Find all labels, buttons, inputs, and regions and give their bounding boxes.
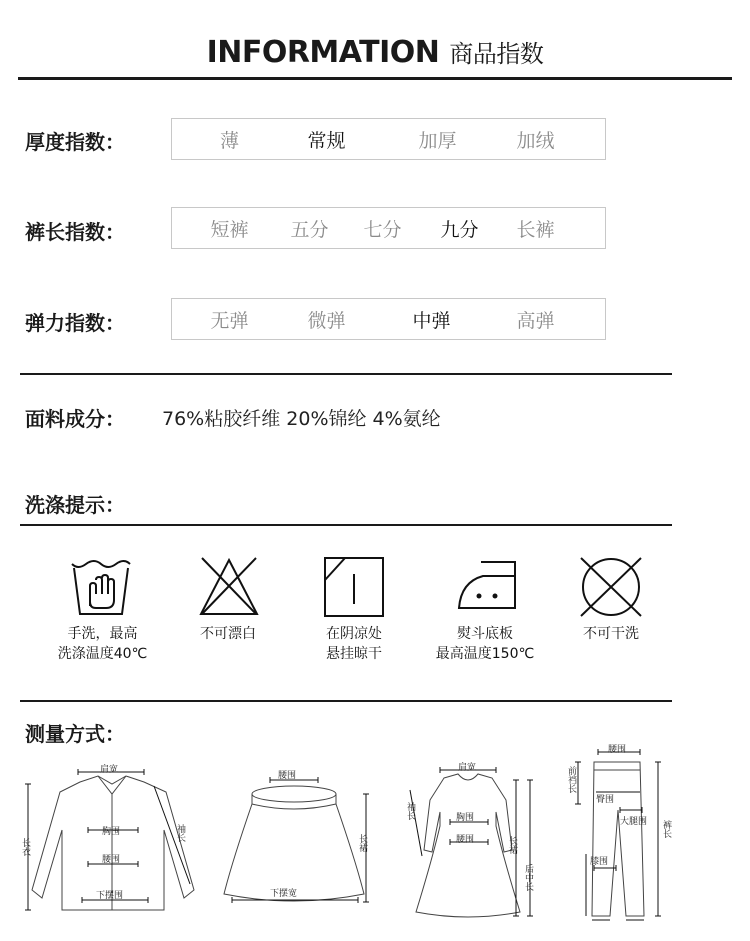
section-divider: [20, 373, 672, 375]
pants-front-rise-label: 前裆长: [566, 766, 576, 793]
thickness-option-selected: 常规: [307, 129, 346, 152]
iron-text: 熨斗底板 最高温度150℃: [435, 626, 535, 662]
section-divider: [20, 524, 672, 526]
shirt-measure-diagram: [18, 760, 208, 920]
elasticity-option: 高弹: [516, 309, 555, 332]
length-option-selected: 九分: [440, 218, 479, 241]
page-title: [0, 34, 750, 70]
shirt-hem-label: 下摆围: [96, 891, 124, 901]
shirt-chest-label: 胸围: [102, 827, 121, 837]
pants-measure-diagram: [560, 740, 670, 930]
washing-label: 洗涤提示：: [25, 493, 125, 517]
elasticity-option-selected: 中弹: [412, 309, 451, 332]
dress-measure-diagram: [400, 760, 540, 925]
skirt-length-label: 长裙: [357, 834, 367, 852]
length-index-box: [171, 207, 606, 249]
pants-knee-label: 膝围: [590, 857, 609, 867]
shirt-shoulder-label: 肩宽: [100, 765, 119, 775]
thickness-option: 加绒: [516, 129, 555, 152]
elasticity-index-box: [171, 298, 606, 340]
thickness-index-box: [171, 118, 606, 160]
elasticity-option: 无弹: [210, 309, 249, 332]
elasticity-label: 弹力指数：: [25, 311, 125, 335]
dress-back-length-label: 后中长: [523, 864, 533, 891]
pants-waist-label: 腰围: [608, 745, 627, 755]
skirt-hem-label: 下摆宽: [270, 889, 298, 899]
skirt-waist-label: 腰围: [278, 771, 297, 781]
shirt-sleeve-label: 袖长: [175, 824, 185, 842]
pants-hip-label: 臀围: [596, 795, 615, 805]
length-label: 裤长指数：: [25, 220, 125, 244]
thickness-option: 薄: [219, 129, 239, 152]
pants-thigh-label: 大腿围: [620, 817, 648, 827]
hand-wash-icon: [70, 556, 132, 618]
section-divider: [20, 700, 672, 702]
no-tumble-dry-icon: [578, 556, 644, 618]
title-en: INFORMATION: [206, 35, 440, 70]
dress-shoulder-label: 肩宽: [458, 763, 477, 773]
dress-chest-label: 胸围: [456, 813, 475, 823]
pants-length-label: 裤长: [661, 820, 671, 838]
no-bleach-icon: [198, 556, 260, 618]
header-divider: [18, 77, 732, 80]
elasticity-option: 微弹: [307, 309, 346, 332]
thickness-label: 厚度指数：: [25, 130, 125, 154]
length-option: 五分: [290, 218, 329, 241]
fabric-composition: 76%粘胶纤维 20%锦纶 4%氨纶: [162, 408, 441, 430]
no-tumble-dry-text: 不可干洗: [583, 626, 639, 642]
fabric-label: 面料成分：: [25, 407, 125, 431]
title-cn: 商品指数: [449, 40, 544, 68]
measure-label: 测量方式：: [25, 722, 125, 746]
dress-sleeve-label: 袖长: [405, 802, 415, 820]
shade-dry-icon: [323, 556, 385, 618]
shirt-length-label: 长衣: [20, 838, 30, 856]
thickness-option: 加厚: [418, 129, 457, 152]
length-option: 短裤: [210, 218, 249, 241]
hand-wash-text: 手洗，最高 洗涤温度40℃: [57, 626, 148, 662]
shirt-waist-label: 腰围: [102, 855, 121, 865]
length-option: 长裤: [516, 218, 555, 241]
dress-length-label: 长裙: [507, 836, 517, 854]
dress-waist-label: 腰围: [456, 835, 475, 845]
length-option: 七分: [363, 218, 402, 241]
iron-icon: [455, 556, 521, 618]
skirt-measure-diagram: [218, 762, 378, 912]
shade-dry-text: 在阴凉处 悬挂晾干: [326, 626, 382, 662]
no-bleach-text: 不可漂白: [200, 626, 256, 642]
